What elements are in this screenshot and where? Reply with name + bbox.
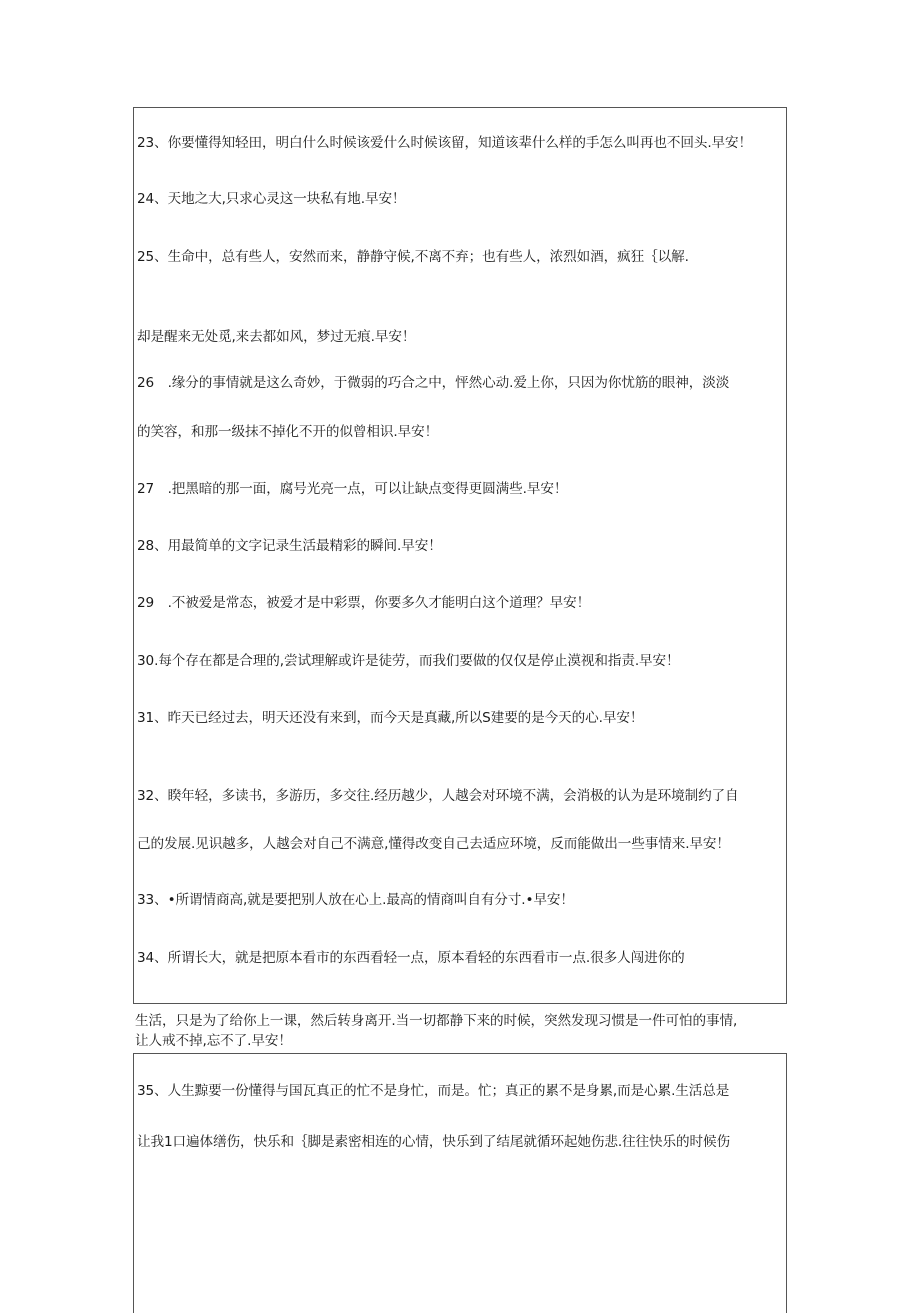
- quote-26-line2: 的笑容，和那一级抹不掉化不开的似曾相识.早安！: [137, 424, 439, 440]
- quote-28: 28、用最简单的文字记录生活最精彩的瞬间.早安！: [137, 538, 442, 554]
- quote-35-line2: 让我1口遍体缮伤，快乐和｛脚是素密相连的心情，快乐到了结尾就循环起她伤悲.往往快乐的时候伤: [137, 1134, 730, 1150]
- quote-26-line1: 26 .缘分的事情就是这么奇妙，于微弱的巧合之中，怦然心动.爱上你，只因为你忧筋的眼神，淡淡: [137, 375, 730, 391]
- quote-23: 23、你要懂得知轻田，明白什么时候该爱什么时候该留，知道该辈什么样的手怎么叫再也不回头.早安！: [137, 135, 753, 151]
- quote-30: 30.每个存在都是合理的,尝试理解或许是徒劳，而我们要做的仅仅是停止漠视和指责.早安！: [137, 653, 680, 669]
- quote-29: 29 .不被爱是常态，被爱才是中彩票，你要多久才能明白这个道理？早安！: [137, 595, 591, 611]
- quote-32-line2: 己的发展.见识越多，人越会对自己不满意,懂得改变自己去适应环境，反而能做出一些事情来.早安！: [137, 836, 730, 852]
- quote-31: 31、昨天已经过去，明天还没有来到，而今天是真藏,所以S建要的是今天的心.早安！: [137, 710, 644, 726]
- quote-34-line3: 让人戒不掉,忘不了.早安！: [135, 1033, 292, 1049]
- quote-25-line1: 25、生命中，总有些人，安然而来，静静守候,不离不弃；也有些人，浓烈如酒，疯狂｛以解.: [137, 249, 689, 265]
- quote-34-line1: 34、所谓长大，就是把原本看市的东西看轻一点，原本看轻的东西看市一点.很多人闯进你的: [137, 950, 685, 966]
- quote-34-line2: 生活，只是为了给你上一课，然后转身离开.当一切都静下来的时候，突然发现习惯是一件可怕的事情,: [135, 1013, 738, 1029]
- quote-33: 33、•所谓情商高,就是要把别人放在心上.最高的情商叫自有分寸.•早安！: [137, 892, 574, 908]
- quote-32-line1: 32、睽年轻，多读书，多游历，多交往.经历越少，人越会对环境不满，会消极的认为是环境制约了自: [137, 788, 739, 804]
- quote-25-line2: 却是醒来无处觅,来去都如风，梦过无痕.早安！: [137, 329, 416, 345]
- quote-27: 27 .把黑暗的那一面，腐号光亮一点，可以让缺点变得更圆满些.早安！: [137, 481, 568, 497]
- quote-35-line1: 35、人生黥要一份懂得与国瓦真正的忙不是身忙，而是。忙；真正的累不是身累,而是心累.生活总是: [137, 1083, 730, 1099]
- quote-24: 24、天地之大,只求心灵这一块私有地.早安！: [137, 191, 406, 207]
- quote-box-1: [133, 107, 787, 1004]
